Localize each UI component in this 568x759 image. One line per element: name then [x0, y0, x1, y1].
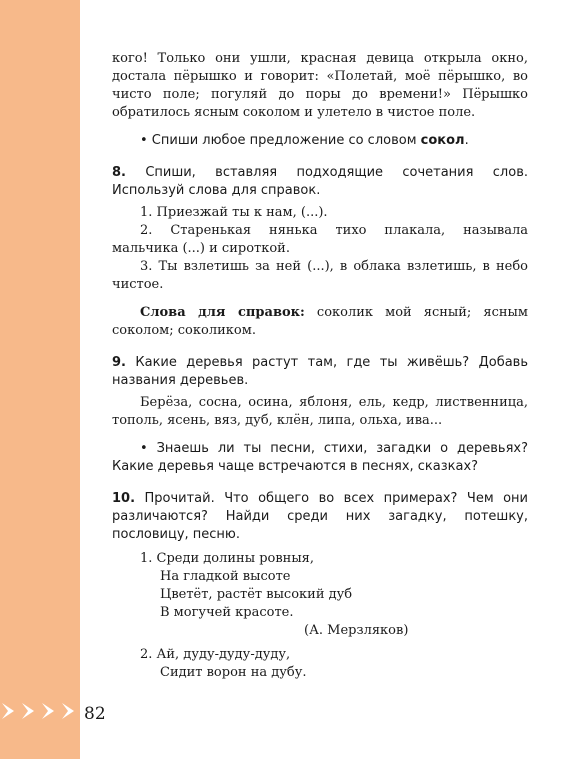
help-label: Слова для справок:: [140, 305, 305, 320]
poem-2-line: Сидит ворон на дубу.: [160, 665, 307, 680]
exercise-9-text: Какие деревья растут там, где ты живёшь? Добавь названия деревьев.: [112, 355, 528, 388]
page-number: 82: [84, 704, 106, 724]
task-bullet-text: • Спиши любое предложение со словом: [140, 133, 421, 148]
margin-strip: [0, 0, 80, 759]
help-text: соколик мой ясный; ясным соколом; соколиком.: [112, 305, 528, 338]
poem-1-line: В могучей красоте.: [160, 605, 294, 620]
exercise-9-number: 9.: [112, 355, 126, 370]
exercise-9-trees: Берёза, сосна, осина, яблоня, ель, кедр, лиственница, тополь, ясень, вяз, дуб, клён, липа, ольха, ива...: [112, 395, 528, 428]
exercise-10-number: 10.: [112, 491, 136, 506]
exercise-8-item-1: 1. Приезжай ты к нам, (...).: [140, 205, 328, 220]
intro-paragraph: кого! Только они ушли, красная девица открыла окно, достала пёрышко и говорит: «Полетай, моё пёрышко, во чисто поле; погуляй до поры до времени!» Пёрышко обратилось ясным соколом и улетело в чистое поле.: [112, 51, 528, 120]
task-bullet: [112, 132, 528, 150]
exercise-9-instruction: [112, 354, 528, 390]
exercise-8-help: [112, 304, 528, 340]
poem-1-line: 1. Среди долины ровныя,: [140, 551, 315, 566]
poem-1-line: Цветёт, растёт высокий дуб: [160, 587, 353, 602]
task-bullet-bold: сокол: [420, 133, 465, 148]
exercise-10-text: Прочитай. Что общего во всех примерах? Чем они различаются? Найди среди них загадку, потешку, пословицу, песню.: [112, 491, 528, 542]
poem-2: [112, 646, 528, 682]
exercise-9-bullet: • Знаешь ли ты песни, стихи, загадки о деревьях? Какие деревья чаще встречаются в песнях, сказках?: [112, 441, 528, 474]
exercise-8-instruction: [112, 164, 528, 200]
exercise-8-item-3: 3. Ты взлетишь за ней (...), в облака взлетишь, в небо чистое.: [112, 259, 528, 292]
exercise-8-number: 8.: [112, 165, 126, 180]
exercise-8-item-2: 2. Старенькая нянька тихо плакала, называла мальчика (...) и сироткой.: [112, 223, 528, 256]
chevron-ornament-icon: [0, 700, 80, 722]
exercise-8-text: Спиши, вставляя подходящие сочетания слов. Используй слова для справок.: [112, 165, 528, 198]
exercise-10-instruction: [112, 490, 528, 544]
poem-1-line: На гладкой высоте: [160, 569, 291, 584]
task-bullet-suffix: .: [464, 133, 469, 148]
poem-1: [112, 550, 528, 640]
poem-2-line: 2. Ай, дуду-дуду-дуду,: [140, 647, 291, 662]
poem-1-author: (А. Мерзляков): [304, 623, 409, 638]
page-content: [112, 50, 528, 682]
